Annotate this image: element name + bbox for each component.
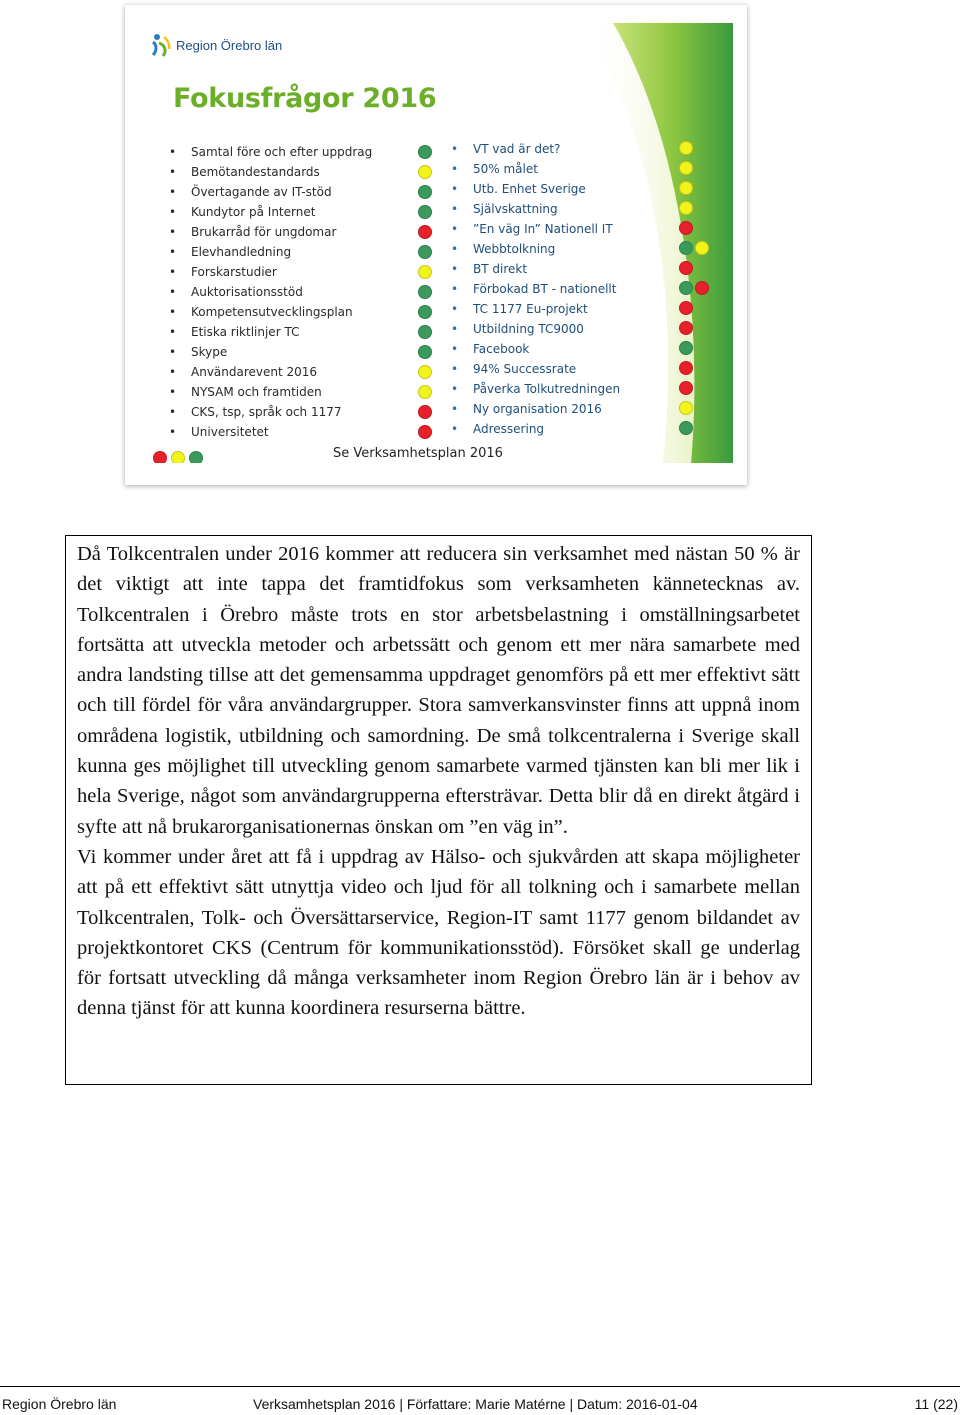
footer-document-info: Verksamhetsplan 2016 | Författare: Marie Matérne | Datum: 2016-01-04 — [253, 1396, 698, 1412]
right-item-label: Utb. Enhet Sverige — [473, 182, 586, 196]
bullet-icon: • — [451, 202, 459, 216]
left-item-label: Etiska riktlinjer TC — [191, 325, 300, 339]
left-item — [169, 382, 372, 402]
bullet-icon: • — [169, 185, 177, 199]
right-item — [451, 219, 620, 239]
slide-footer-text: Se Verksamhetsplan 2016 — [333, 446, 503, 461]
left-status-green-dot — [418, 325, 432, 339]
left-status-yellow-dot — [418, 385, 432, 399]
right-status-red-dot — [679, 321, 693, 335]
right-item-label: ”En väg In” Nationell IT — [473, 222, 613, 236]
left-status-green-dot — [418, 345, 432, 359]
bullet-icon: • — [169, 405, 177, 419]
left-item-label: Kompetensutvecklingsplan — [191, 305, 353, 319]
right-item-label: VT vad är det? — [473, 142, 561, 156]
bullet-icon: • — [451, 142, 459, 156]
bullet-icon: • — [169, 425, 177, 439]
region-logo-icon — [151, 33, 171, 57]
right-item — [451, 199, 620, 219]
right-status-red-dot — [679, 221, 693, 235]
bullet-icon: • — [451, 262, 459, 276]
bullet-icon: • — [451, 222, 459, 236]
left-item-label: Auktorisationsstöd — [191, 285, 303, 299]
bullet-icon: • — [451, 382, 459, 396]
right-status-yellow-dot — [679, 181, 693, 195]
partial-red-dot — [153, 451, 167, 463]
bullet-icon: • — [451, 182, 459, 196]
bullet-icon: • — [169, 325, 177, 339]
left-item — [169, 342, 372, 362]
bullet-icon: • — [169, 165, 177, 179]
bullet-icon: • — [169, 245, 177, 259]
slide-image — [125, 5, 747, 485]
body-paragraph-2: Vi kommer under året att få i uppdrag av Hälso- och sjukvården att skapa möjligheter att på ett effektivt sätt utnyttja video och ljud för all tolkning och i samarbete mellan Tolkcentralen, Tolk- och Översättarservice, Region-IT samt 1177 genom bildandet av projektkontoret CKS (Centrum för kommunikationsstöd). Försöket skall ge underlag för fortsatt utveckling då många verksamheter inom Region Örebro län är i behov av denna tjänst för att kunna koordinera resurserna bättre. — [77, 845, 800, 1020]
bullet-icon: • — [451, 302, 459, 316]
right-item-label: Utbildning TC9000 — [473, 322, 584, 336]
bullet-icon: • — [169, 345, 177, 359]
bullet-icon: • — [169, 145, 177, 159]
partial-yellow-dot — [171, 451, 185, 463]
right-item — [451, 279, 620, 299]
bullet-icon: • — [451, 402, 459, 416]
bullet-icon: • — [169, 385, 177, 399]
bullet-icon: • — [451, 242, 459, 256]
left-item — [169, 182, 372, 202]
focus-list-left — [169, 142, 373, 442]
left-item — [169, 422, 372, 442]
right-item — [451, 179, 620, 199]
focus-list-right — [451, 139, 621, 439]
left-item-label: NYSAM och framtiden — [191, 385, 322, 399]
right-status-yellow-dot — [679, 161, 693, 175]
bullet-icon: • — [451, 342, 459, 356]
left-status-green-dot — [418, 145, 432, 159]
bullet-icon: • — [451, 322, 459, 336]
page-footer — [0, 1386, 960, 1415]
right-item-label: Facebook — [473, 342, 530, 356]
bullet-icon: • — [169, 365, 177, 379]
right-status-extra-yellow-dot — [695, 241, 709, 255]
bullet-icon: • — [169, 205, 177, 219]
left-item-label: Elevhandledning — [191, 245, 292, 259]
left-status-red-dot — [418, 405, 432, 419]
right-item — [451, 319, 620, 339]
bullet-icon: • — [169, 305, 177, 319]
left-item — [169, 302, 372, 322]
left-item — [169, 322, 372, 342]
left-status-yellow-dot — [418, 165, 432, 179]
left-item — [169, 262, 372, 282]
left-status-green-dot — [418, 205, 432, 219]
right-status-red-dot — [679, 381, 693, 395]
logo-text: Region Örebro län — [176, 37, 283, 53]
right-status-extra-red-dot — [695, 281, 709, 295]
right-item-label: Självskattning — [473, 202, 558, 216]
bullet-icon: • — [169, 265, 177, 279]
right-item — [451, 339, 620, 359]
left-item-label: Brukarråd för ungdomar — [191, 225, 337, 239]
left-item-label: Kundytor på Internet — [191, 205, 316, 219]
body-text-box — [65, 535, 812, 1085]
left-item — [169, 282, 372, 302]
left-status-green-dot — [418, 245, 432, 259]
right-item — [451, 299, 620, 319]
left-status-green-dot — [418, 185, 432, 199]
left-status-yellow-dot — [418, 365, 432, 379]
left-item — [169, 202, 372, 222]
bullet-icon: • — [451, 282, 459, 296]
region-logo — [151, 33, 282, 57]
left-status-green-dot — [418, 285, 432, 299]
right-item-label: 94% Successrate — [473, 362, 577, 376]
right-item — [451, 399, 620, 419]
body-paragraph-1: Då Tolkcentralen under 2016 kommer att reducera sin verksamhet med nästan 50 % är det viktigt att inte tappa det framtidfokus som verksamheten kännetecknas av. Tolkcentralen i Örebro måste trots en stor arbetsbelastning i omställningsarbetet fortsätta att utveckla metoder och arbetssätt och genom ett mer nära samarbete med andra landsting tillse att det gemensamma uppdraget genomförs på ett mer effektivt sätt och till fördel för våra användargrupper. Stora samverkansvinster finns att uppnå inom områdena logistik, utbildning och samordning. De små tolkcentralerna i Sverige skall kunna ges möjlighet till utveckling genom samarbete varmed tjänsten kan bli mer lik i hela Sverige, något som användargrupperna eftersträvar. Detta blir då en direkt åtgärd i syfte att nå brukarorganisationernas önskan om ”en väg in”. — [77, 543, 800, 838]
right-status-red-dot — [679, 301, 693, 315]
left-item — [169, 242, 372, 262]
right-item-label: BT direkt — [473, 262, 528, 276]
bullet-icon: • — [451, 362, 459, 376]
right-status-green-dot — [679, 421, 693, 435]
bullet-icon: • — [451, 422, 459, 436]
right-item — [451, 419, 620, 439]
right-item-label: Påverka Tolkutredningen — [473, 382, 621, 396]
right-item-label: Webbtolkning — [473, 242, 556, 256]
right-status-green-dot — [679, 341, 693, 355]
left-item — [169, 362, 372, 382]
right-status-yellow-dot — [679, 201, 693, 215]
right-item — [451, 359, 620, 379]
bullet-icon: • — [169, 225, 177, 239]
right-status-yellow-dot — [679, 401, 693, 415]
footer-organization: Region Örebro län — [2, 1396, 117, 1412]
left-item — [169, 162, 372, 182]
left-status-red-dot — [418, 425, 432, 439]
left-item-label: Forskarstudier — [191, 265, 277, 279]
right-item — [451, 379, 621, 399]
right-item — [451, 239, 620, 259]
left-item-label: Bemötandestandards — [191, 165, 320, 179]
right-item — [451, 159, 620, 179]
left-status-green-dot — [418, 305, 432, 319]
left-item — [169, 142, 373, 162]
right-status-green-dot — [679, 241, 693, 255]
bullet-icon: • — [451, 162, 459, 176]
right-status-red-dot — [679, 261, 693, 275]
slide-canvas — [143, 23, 733, 463]
left-item — [169, 402, 372, 422]
right-status-red-dot — [679, 361, 693, 375]
left-status-yellow-dot — [418, 265, 432, 279]
left-item-label: Övertagande av IT-stöd — [191, 185, 332, 199]
bullet-icon: • — [169, 285, 177, 299]
left-item-label: Skype — [191, 345, 228, 359]
right-status-yellow-dot — [679, 141, 693, 155]
left-item — [169, 222, 372, 242]
left-status-red-dot — [418, 225, 432, 239]
right-item-label: Adressering — [473, 422, 545, 436]
right-status-green-dot — [679, 281, 693, 295]
right-item — [451, 139, 620, 159]
left-item-label: Samtal före och efter uppdrag — [191, 145, 373, 159]
left-item-label: CKS, tsp, språk och 1177 — [191, 405, 342, 419]
right-item — [451, 259, 620, 279]
right-item-label: Ny organisation 2016 — [473, 402, 602, 416]
partial-green-dot — [189, 451, 203, 463]
left-item-label: Universitetet — [191, 425, 269, 439]
right-item-label: TC 1177 Eu-projekt — [473, 302, 588, 316]
slide-title: Fokusfrågor 2016 — [173, 83, 437, 114]
right-item-label: 50% målet — [473, 162, 538, 176]
left-item-label: Användarevent 2016 — [191, 365, 318, 379]
right-item-label: Förbokad BT - nationellt — [473, 282, 617, 296]
footer-page-number: 11 (22) — [914, 1396, 958, 1412]
